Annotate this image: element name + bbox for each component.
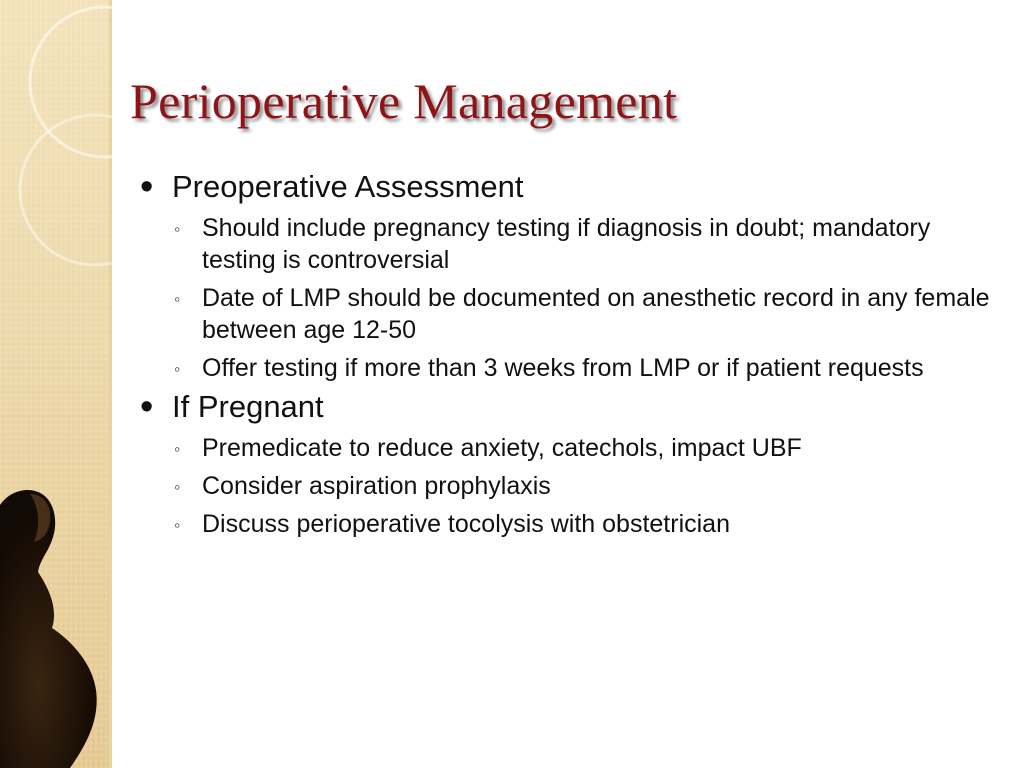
- bullet-dot-icon: •: [140, 166, 154, 208]
- bullet-if-pregnant: [140, 388, 1000, 426]
- sub-bullet-text: Consider aspiration prophylaxis: [202, 472, 551, 500]
- bullet-preoperative-assessment: [140, 168, 1000, 206]
- decorative-side-panel: [0, 0, 112, 768]
- sub-bullet: [140, 212, 1000, 276]
- hollow-ring-icon: ◦: [174, 477, 181, 497]
- sub-bullet-text: Discuss perioperative tocolysis with obstetrician: [202, 510, 730, 538]
- hollow-ring-icon: ◦: [174, 515, 181, 535]
- sub-bullet: [140, 470, 1000, 502]
- hollow-ring-icon: ◦: [174, 359, 181, 379]
- hollow-ring-icon: ◦: [174, 219, 181, 239]
- sub-bullet-text: Offer testing if more than 3 weeks from LMP or if patient requests: [202, 354, 924, 382]
- slide-body: [140, 164, 1000, 540]
- hollow-ring-icon: ◦: [174, 289, 181, 309]
- hollow-ring-icon: ◦: [174, 439, 181, 459]
- slide-title: Perioperative Management: [130, 73, 678, 129]
- sub-bullet-text: Premedicate to reduce anxiety, catechols, impact UBF: [202, 434, 802, 462]
- sub-bullet: [140, 432, 1000, 464]
- sub-bullet-text: Should include pregnancy testing if diagnosis in doubt; mandatory testing is controversial: [202, 214, 931, 274]
- bullet-dot-icon: •: [140, 386, 154, 428]
- bullet-heading: If Pregnant: [172, 389, 324, 424]
- sub-bullet: [140, 282, 1000, 346]
- pregnant-silhouette-icon: [0, 0, 112, 768]
- sub-bullet: [140, 352, 1000, 384]
- bullet-heading: Preoperative Assessment: [172, 169, 524, 204]
- sub-bullet-text: Date of LMP should be documented on anesthetic record in any female between age 12-50: [202, 284, 990, 344]
- sub-bullet: [140, 508, 1000, 540]
